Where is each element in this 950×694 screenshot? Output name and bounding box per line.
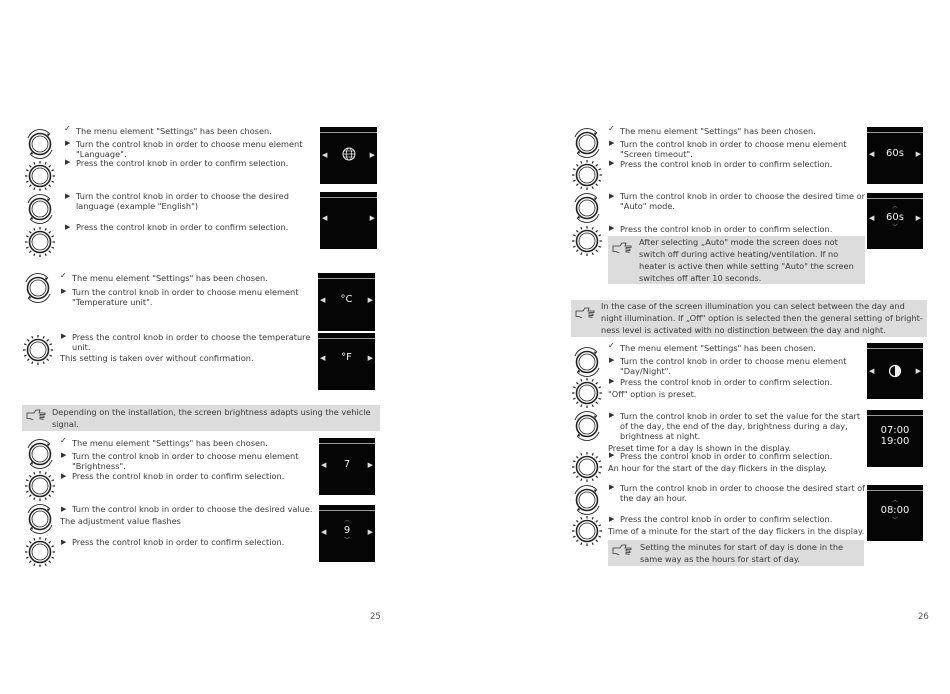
bullet-arrow-icon: ▶ [61, 287, 67, 295]
press-knob-icon [24, 226, 56, 258]
bullet-arrow-icon: ▶ [609, 483, 615, 491]
flash-up-icon: ︵ [891, 497, 898, 504]
note-box-auto [608, 236, 865, 284]
pointing-hand-icon [575, 306, 595, 318]
step-text: of the day, the end of the day, brightness during a day, [620, 421, 848, 431]
step-text: Press the control knob in order to confirm selection. [620, 224, 833, 234]
display-value: 60s [886, 212, 904, 223]
display-value: 7 [343, 459, 351, 470]
step-text: language (example "English") [76, 201, 199, 211]
step-text: Turn the control knob in order to choose menu element [72, 287, 299, 297]
turn-knob-icon [571, 346, 603, 378]
step-text: "Language". [76, 149, 127, 159]
info-text: This setting is taken over without confirmation. [60, 353, 254, 363]
turn-knob-icon [24, 193, 56, 225]
display-value: 07:00 [880, 425, 910, 436]
pointing-hand-icon [612, 241, 632, 253]
note-text: signal. [52, 419, 79, 429]
step-text: brightness at night. [620, 431, 701, 441]
bullet-arrow-icon: ▶ [65, 192, 71, 200]
note-text: ness level is activated with no distinction between the day and night. [601, 325, 886, 335]
info-text: "Off" option is preset. [608, 389, 697, 399]
turn-knob-icon [571, 484, 603, 516]
step-text: Press the control knob in order to choose the temperature [72, 332, 311, 342]
note-box-minutes [608, 540, 864, 566]
display-value: °F [341, 352, 352, 363]
step-text: Press the control knob in order to confirm selection. [620, 377, 833, 387]
press-knob-icon [571, 451, 603, 483]
display-value: 60s [886, 148, 904, 159]
turn-knob-icon [571, 127, 603, 159]
display-temperature-celsius: ◀ ▶ °C [318, 273, 375, 331]
step-text: Turn the control knob in order to set the value for the start [620, 411, 861, 421]
bullet-arrow-icon: ▶ [65, 158, 71, 166]
note-text: Setting the minutes for start of day is done in the [640, 542, 844, 552]
press-knob-icon [24, 160, 56, 192]
press-knob-icon [571, 377, 603, 409]
turn-knob-icon [24, 128, 56, 160]
bullet-arrow-icon: ▶ [609, 515, 615, 523]
globe-icon [342, 147, 356, 161]
note-text: After selecting „Auto" mode the screen does not [639, 237, 838, 247]
note-text: same way as the hours for start of day. [640, 554, 801, 564]
display-value: 19:00 [880, 436, 910, 447]
step-text: Turn the control knob in order to choose the desired [76, 191, 289, 201]
display-temperature-fahrenheit: ◀ ▶ °F [318, 333, 375, 390]
step-text: Press the control knob in order to confirm selection. [620, 159, 833, 169]
info-text: The adjustment value flashes [60, 516, 181, 526]
step-text: Turn the control knob in order to choose the desired start of [620, 483, 866, 493]
bullet-arrow-icon: ▶ [609, 224, 615, 232]
checkmark-icon: ✓ [60, 436, 67, 445]
step-text: Press the control knob in order to confirm selection. [76, 222, 289, 232]
display-brightness-7: ◀ ▶ 7 [319, 438, 375, 495]
checkmark-icon: ✓ [60, 271, 67, 280]
press-knob-icon [24, 536, 56, 568]
step-check: The menu element "Settings" has been chosen. [72, 273, 268, 283]
page-number: 25 [370, 612, 381, 622]
step-check: The menu element "Settings" has been chosen. [620, 126, 816, 136]
step-text: Press the control knob in order to confirm selection. [620, 451, 833, 461]
note-box-illumination [571, 300, 927, 337]
checkmark-icon: ✓ [64, 124, 71, 133]
step-text: Press the control knob in order to confirm selection. [620, 514, 833, 524]
bullet-arrow-icon: ▶ [65, 139, 71, 147]
info-text: Preset time for a day is shown in the display. [608, 443, 792, 453]
note-text: switch off during active heating/ventilation. If no [639, 249, 839, 259]
display-brightness-9: ◀ ▶ ︵ 9 ︶ [319, 505, 375, 562]
bullet-arrow-icon: ▶ [61, 505, 67, 513]
turn-knob-icon [571, 410, 603, 442]
note-text: night illumination. If „Off" option is selected then the general setting of bright- [601, 313, 923, 323]
display-day-times [867, 410, 923, 467]
flash-down-icon: ︶ [891, 224, 898, 231]
press-knob-icon [571, 225, 603, 257]
step-check: The menu element "Settings" has been chosen. [76, 126, 272, 136]
step-text: Turn the control knob in order to choose menu element [72, 451, 299, 461]
step-text: "Temperature unit". [72, 297, 153, 307]
step-text: "Day/Night". [620, 366, 672, 376]
display-screen-timeout: ◀ ▶ 60s [867, 127, 923, 184]
step-text: Press the control knob in order to confirm selection. [72, 537, 285, 547]
info-text: Time of a minute for the start of the day flickers in the display. [608, 526, 865, 536]
turn-knob-icon [24, 438, 56, 470]
bullet-arrow-icon: ▶ [61, 451, 67, 459]
bullet-arrow-icon: ▶ [609, 159, 615, 167]
checkmark-icon: ✓ [608, 341, 615, 350]
display-value: 08:00 [880, 505, 910, 516]
note-text: switches off after 10 seconds. [639, 273, 762, 283]
bullet-arrow-icon: ▶ [609, 451, 615, 459]
bullet-arrow-icon: ▶ [65, 223, 71, 231]
press-knob-icon [24, 470, 56, 502]
step-text: "Auto" mode. [620, 201, 675, 211]
checkmark-icon: ✓ [608, 124, 615, 133]
bullet-arrow-icon: ▶ [61, 538, 67, 546]
page-number: 26 [918, 612, 929, 622]
step-check: The menu element "Settings" has been chosen. [72, 438, 268, 448]
bullet-arrow-icon: ▶ [609, 377, 615, 385]
bullet-arrow-icon: ▶ [609, 411, 615, 419]
bullet-arrow-icon: ▶ [609, 139, 615, 147]
note-text: Depending on the installation, the screen brightness adapts using the vehicle [52, 407, 371, 417]
step-text: Turn the control knob in order to choose menu element [76, 139, 303, 149]
flash-down-icon: ︶ [891, 517, 898, 524]
display-value: 9 [343, 525, 351, 536]
step-text: "Screen timeout". [620, 149, 693, 159]
flash-up-icon: ︵ [343, 517, 350, 524]
flash-down-icon: ︶ [343, 537, 350, 544]
step-text: unit. [72, 342, 91, 352]
display-day-start-hour [867, 485, 923, 541]
press-knob-icon [571, 515, 603, 547]
display-day-night: ◀ ▶ [867, 343, 923, 399]
step-text: Press the control knob in order to confirm selection. [76, 158, 289, 168]
step-text: Turn the control knob in order to choose menu element [620, 139, 847, 149]
flash-up-icon: ︵ [891, 203, 898, 210]
turn-knob-icon [24, 503, 56, 535]
display-language-globe: ◀ ▶ [320, 127, 377, 184]
display-language-selection: ◀ ▶ [320, 192, 377, 249]
press-knob-icon [571, 159, 603, 191]
note-text: heater is active then while setting "Auto" the screen [639, 261, 854, 271]
step-text: Turn the control knob in order to choose the desired value. [72, 504, 313, 514]
step-check: The menu element "Settings" has been chosen. [620, 343, 816, 353]
step-text: Turn the control knob in order to choose menu element [620, 356, 847, 366]
display-screen-timeout-set: ◀ ▶ ︵ 60s ︶ [867, 193, 923, 249]
note-text: In the case of the screen illumination you can select between the day and [601, 301, 905, 311]
pointing-hand-icon [612, 543, 632, 555]
half-moon-icon [888, 364, 902, 378]
turn-knob-icon [22, 272, 54, 304]
step-text: Press the control knob in order to confirm selection. [72, 471, 285, 481]
bullet-arrow-icon: ▶ [609, 356, 615, 364]
step-text: the day an hour. [620, 493, 688, 503]
bullet-arrow-icon: ▶ [61, 472, 67, 480]
display-value: °C [340, 294, 353, 305]
pointing-hand-icon [26, 408, 46, 420]
bullet-arrow-icon: ▶ [609, 192, 615, 200]
turn-knob-icon [571, 192, 603, 224]
info-text: An hour for the start of the day flickers in the display. [608, 463, 827, 473]
bullet-arrow-icon: ▶ [61, 332, 67, 340]
note-box [22, 405, 380, 431]
step-text: Turn the control knob in order to choose the desired time or [620, 191, 865, 201]
press-knob-icon [22, 334, 54, 366]
step-text: "Brightness". [72, 461, 126, 471]
